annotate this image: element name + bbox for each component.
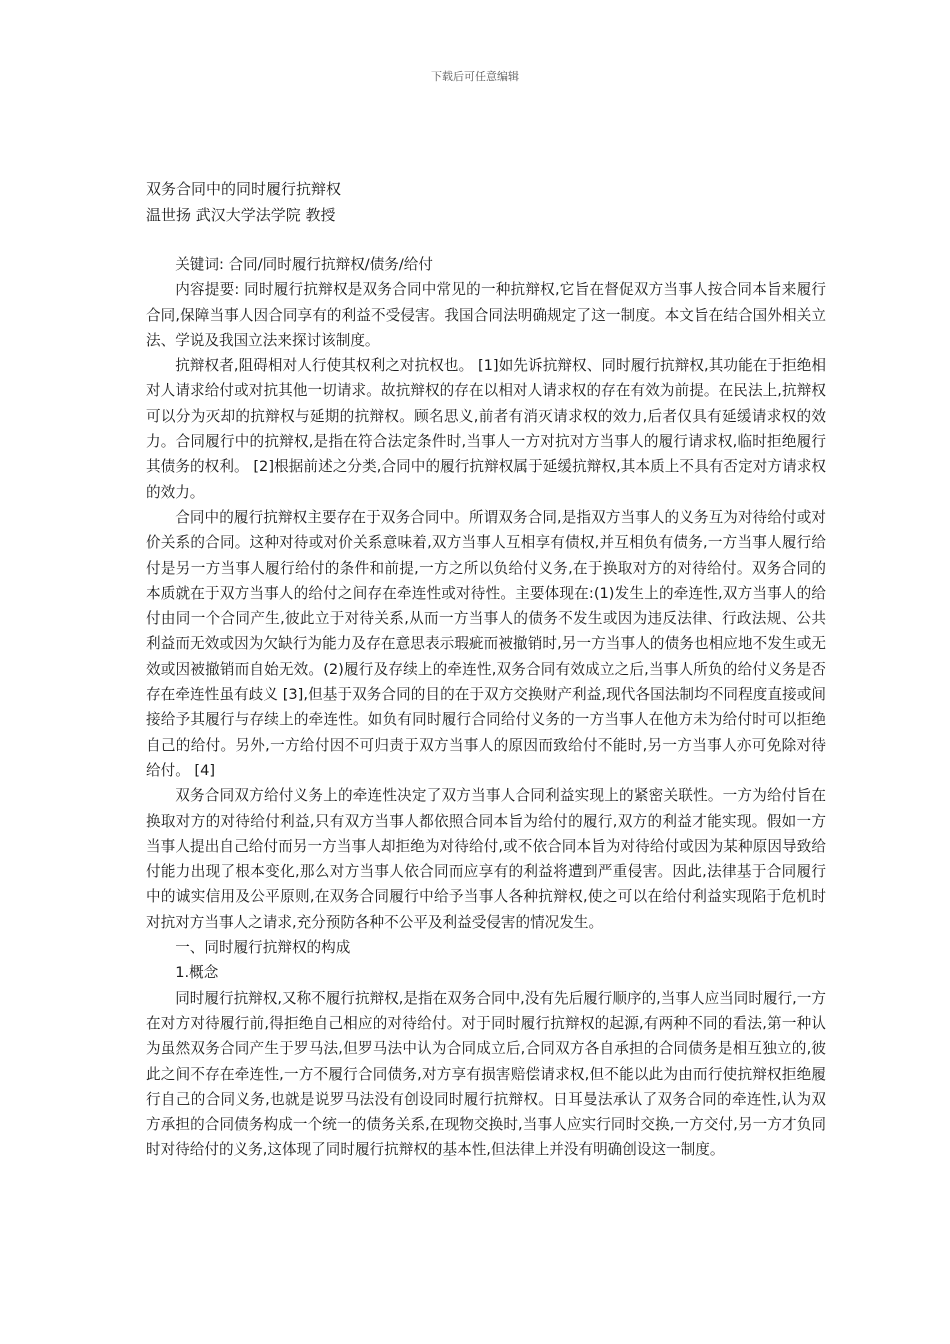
body-paragraph: 抗辩权者,阻碍相对人行使其权利之对抗权也。 [1]如先诉抗辩权、同时履行抗辩权,其功能在于拒绝相对人请求给付或对抗其他一切请求。故抗辩权的存在以相对人请求权的存在有效为前提。在民法上,抗辩权可以分为灭却的抗辩权与延期的抗辩权。顾名思义,前者有消灭请求权的效力,后者仅具有延缓请求权的效力。合同履行中的抗辩权,是指在符合法定条件时,当事人一方对抗对方当事人的履行请求权,临时拒绝履行其债务的权利。 [2]根据前述之分类,合同中的履行抗辩权属于延缓抗辩权,其本质上不具有否定对方请求权的效力。 bbox=[146, 357, 826, 501]
article-author: 温世扬 武汉大学法学院 教授 bbox=[146, 206, 336, 224]
keywords-paragraph: 关键词: 合同/同时履行抗辩权/债务/给付 bbox=[175, 256, 433, 273]
article-title: 双务合同中的同时履行抗辩权 bbox=[146, 180, 342, 198]
article-body bbox=[146, 252, 826, 1163]
page-header: 下载后可任意编辑 bbox=[431, 70, 519, 83]
subsection-heading: 1.概念 bbox=[175, 964, 219, 982]
title-block bbox=[146, 176, 826, 228]
body-paragraph: 双务合同双方给付义务上的牵连性决定了双方当事人合同利益实现上的紧密关联性。一方为给付旨在换取对方的对待给付利益,只有双方当事人都依照合同本旨为给付的履行,双方的利益才能实现。假如一方当事人提出自己给付而另一方当事人却拒绝为对待给付,或不依合同本旨为对待给付或因为某种原因导致给付能力出现了根本变化,那么对方当事人依合同而应享有的利益将遭到严重侵害。因此,法律基于合同履行中的诚实信用及公平原则,在双务合同履行中给予当事人各种抗辩权,使之可以在给付利益实现陷于危机时对抗对方当事人之请求,充分预防各种不公平及利益受侵害的情况发生。 bbox=[146, 787, 826, 931]
body-paragraph: 同时履行抗辩权,又称不履行抗辩权,是指在双务合同中,没有先后履行顺序的,当事人应当同时履行,一方在对方对待履行前,得拒绝自己相应的对待给付。对于同时履行抗辩权的起源,有两种不同的看法,第一种认为虽然双务合同产生于罗马法,但罗马法中认为合同成立后,合同双方各自承担的合同债务是相互独立的,彼此之间不存在牵连性,一方不履行合同债务,对方享有损害赔偿请求权,但不能以此为由而行使抗辩权拒绝履行自己的合同义务,也就是说罗马法没有创设同时履行抗辩权。日耳曼法承认了双务合同的牵连性,认为双方承担的合同债务构成一个统一的债务关系,在现物交换时,当事人应实行同时交换,一方交付,另一方才负同时对待给付的义务,这体现了同时履行抗辩权的基本性,但法律上并没有明确创设这一制度。 bbox=[146, 989, 826, 1159]
section-heading: 一、同时履行抗辩权的构成 bbox=[175, 939, 351, 957]
body-paragraph: 合同中的履行抗辩权主要存在于双务合同中。所谓双务合同,是指双方当事人的义务互为对待给付或对价关系的合同。这种对待或对价关系意味着,双方当事人互相享有债权,并互相负有债务,一方当事人履行给付是另一方当事人履行给付的条件和前提,一方之所以负给付义务,在于换取对方的对待给付。双务合同的本质就在于双方当事人的给付之间存在牵连性或对待性。主要体现在:(1)发生上的牵连性,双方当事人的给付由同一个合同产生,彼此立于对待关系,从而一方当事人的债务不发生或因为违反法律、行政法规、公共利益而无效或因为欠缺行为能力及存在意思表示瑕疵而被撤销时,另一方当事人的债务也相应地不发生或无效或因被撤销而自始无效。(2)履行及存续上的牵连性,双务合同有效成立之后,当事人所负的给付义务是否存在牵连性虽有歧义 [3],但基于双务合同的目的在于双方交换财产利益,现代各国法制均不同程度直接或间接给予其履行与存续上的牵连性。如负有同时履行合同给付义务的一方当事人在他方未为给付时可以拒绝自己的给付。另外,一方给付因不可归责于双方当事人的原因而致给付不能时,另一方当事人亦可免除对待给付。 [4] bbox=[146, 508, 826, 779]
abstract-paragraph: 内容提要: 同时履行抗辩权是双务合同中常见的一种抗辩权,它旨在督促双方当事人按合同本旨来履行合同,保障当事人因合同享有的利益不受侵害。我国合同法明确规定了这一制度。本文旨在结合国外相关立法、学说及我国立法来探讨该制度。 bbox=[146, 281, 826, 349]
